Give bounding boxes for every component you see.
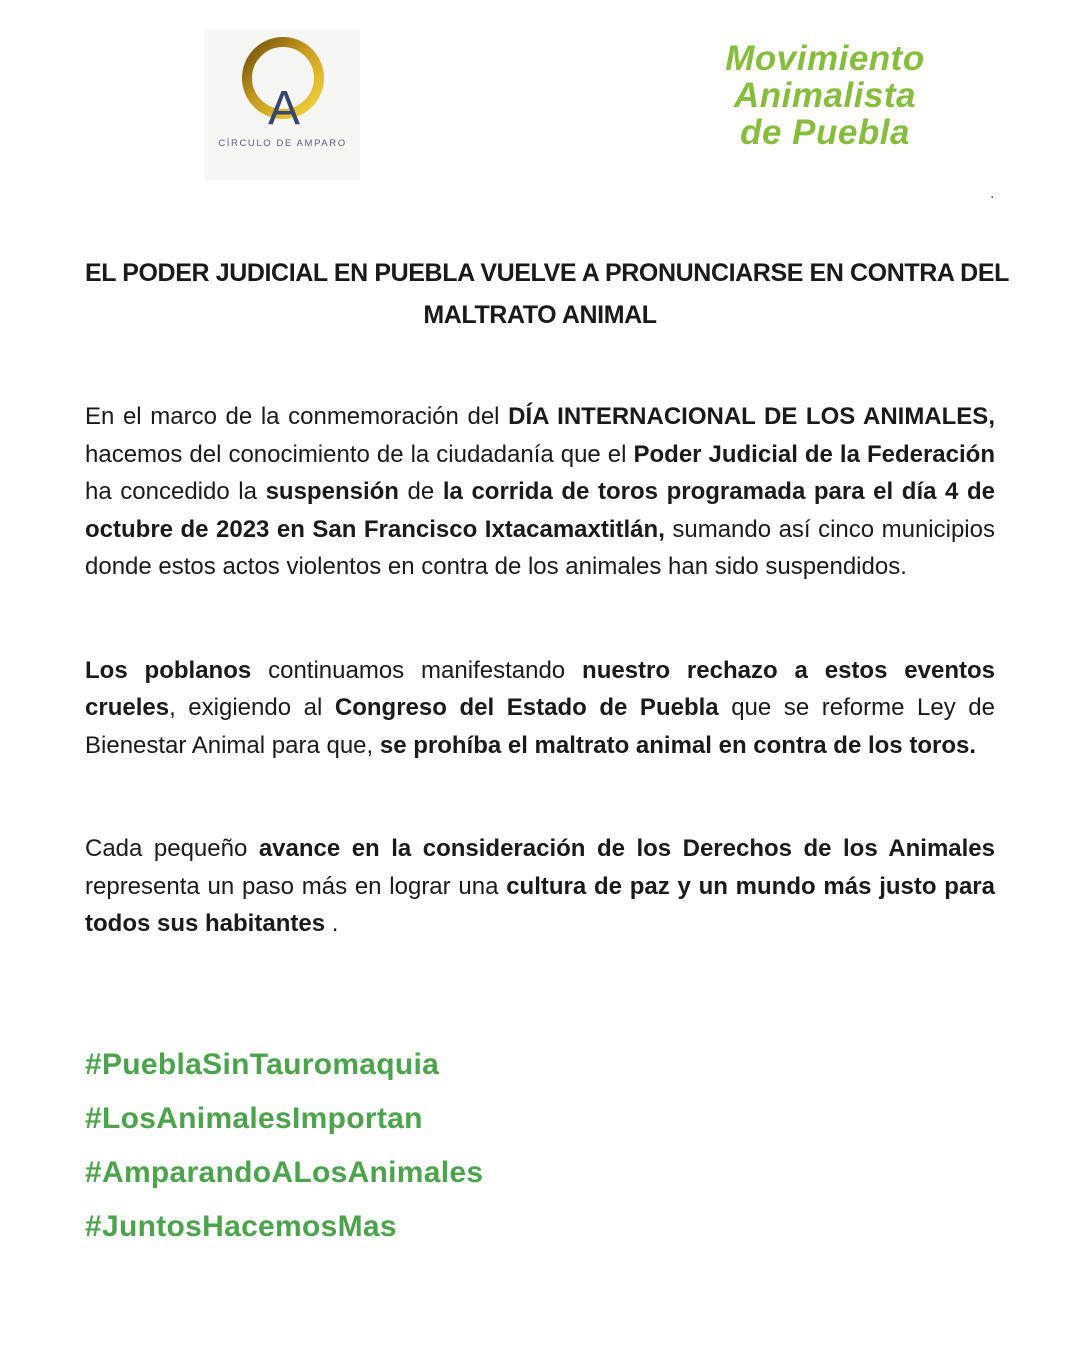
- hashtag: #AmparandoALosAnimales: [85, 1156, 484, 1189]
- body-paragraph: [85, 398, 995, 586]
- text-run: de: [398, 478, 443, 505]
- text-run: sumando así cinco municipios donde estos actos violentos en contra de los animales han sido suspendidos.: [85, 515, 995, 580]
- body-paragraph: [85, 652, 995, 765]
- bold-run: Congreso del Estado de Puebla: [334, 694, 719, 721]
- amparo-monogram: A: [267, 82, 300, 135]
- text-run: , exigiendo al: [169, 694, 335, 721]
- hashtag: #PueblaSinTauromaquia: [85, 1048, 440, 1081]
- stray-period: .: [990, 185, 995, 202]
- text-run: que se reforme Ley de Bienestar Animal para que,: [85, 694, 995, 759]
- text-run: .: [325, 910, 339, 937]
- text-run: continuamos manifestando: [251, 656, 583, 684]
- bold-run: Poder Judicial de la Federación: [633, 440, 995, 468]
- body-text: [85, 398, 995, 1009]
- hashtag-list: [85, 1050, 995, 1266]
- hashtag: #JuntosHacemosMas: [85, 1210, 397, 1243]
- text-run: Cada pequeño: [85, 835, 259, 862]
- bold-run: Los poblanos: [85, 656, 252, 684]
- text-run: hacemos del conocimiento de la ciudadanía que el: [85, 440, 634, 468]
- title-line: EL PODER JUDICIAL EN PUEBLA VUELVE A PRONUNCIARSE EN CONTRA DEL: [85, 259, 1009, 287]
- logo-line: Animalista: [734, 76, 916, 115]
- bold-run: la corrida de toros programada para el día 4 de octubre de 2023 en San Francisco Ixtacamaxtitlán,: [85, 478, 996, 543]
- bold-run: DÍA INTERNACIONAL DE LOS ANIMALES,: [508, 403, 995, 430]
- text-run: representa un paso más en lograr una: [85, 872, 507, 900]
- title-line: MALTRATO ANIMAL: [423, 301, 657, 329]
- amparo-caption: CÍRCULO DE AMPARO: [218, 138, 347, 149]
- bold-run: cultura de paz y un mundo más justo para todos sus habitantes: [85, 872, 995, 937]
- text-run: En el marco de la conmemoración del: [85, 403, 509, 430]
- bold-run: se prohíba el maltrato animal en contra de los toros.: [379, 731, 976, 759]
- bold-run: nuestro rechazo a estos eventos crueles: [85, 656, 995, 721]
- page-title: [85, 252, 1009, 336]
- body-paragraph: [85, 830, 995, 943]
- logo-line: de Puebla: [740, 113, 910, 152]
- amparo-gold-ring-icon: [233, 36, 333, 136]
- circulo-de-amparo-logo: [205, 30, 360, 180]
- movimiento-animalista-logo: [710, 40, 940, 151]
- hashtag: #LosAnimalesImportan: [85, 1102, 423, 1135]
- bold-run: suspensión: [265, 478, 399, 505]
- text-run: ha concedido la: [85, 478, 266, 505]
- logo-line: Movimiento: [725, 39, 925, 78]
- bold-run: avance en la consideración de los Derechos de los Animales: [258, 835, 995, 862]
